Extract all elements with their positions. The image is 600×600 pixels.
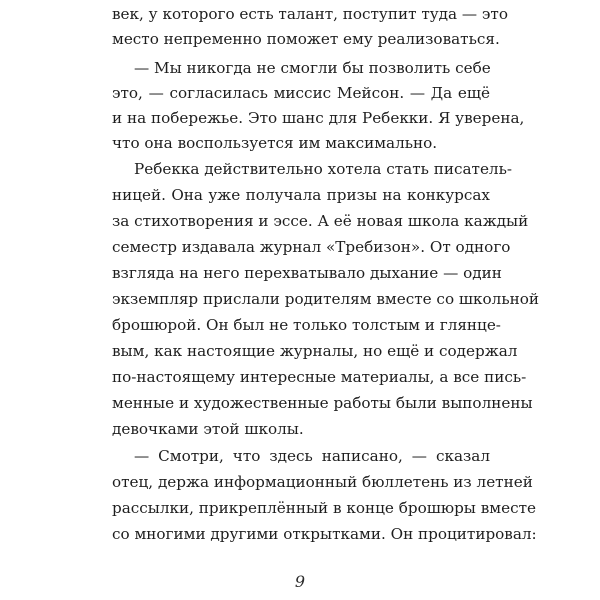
text-line: ницей. Она уже получала призы на конкурсах [112,186,490,204]
text-line: брошюрой. Он был не только толстым и глянце- [112,316,501,334]
page-number: 9 [294,572,306,591]
text-line: это, — согласилась миссис Мейсон. — Да ещё [112,84,490,102]
text-line: рассылки, прикреплённый в конце брошюры вместе [112,499,536,517]
text-line: место непременно поможет ему реализоваться. [112,30,500,48]
text-line: девочками этой школы. [112,420,304,438]
text-line: — Смотри, что здесь написано, — сказал [134,447,490,465]
text-line: Ребекка действительно хотела стать писатель- [134,160,512,178]
text-line: и на побережье. Это шанс для Ребекки. Я уверена, [112,109,525,127]
text-line: за стихотворения и эссе. А её новая школа каждый [112,212,529,230]
text-line: отец, держа информационный бюллетень из летней [112,473,533,491]
text-line: менные и художественные работы были выполнены [112,394,533,412]
text-line: по-настоящему интересные материалы, а все пись- [112,368,527,386]
text-line: экземпляр прислали родителям вместе со школьной [112,290,539,308]
text-line: вым, как настоящие журналы, но ещё и содержал [112,342,518,360]
text-line: век, у которого есть талант, поступит туда — это [112,5,508,23]
text-line: — Мы никогда не смогли бы позволить себе [134,59,491,77]
text-line: что она воспользуется им максимально. [112,134,438,152]
text-line: взгляда на него перехватывало дыхание — один [112,264,502,282]
text-line: семестр издавала журнал «Требизон». От одного [112,238,511,256]
text-line: со многими другими открытками. Он процитировал: [112,525,537,543]
